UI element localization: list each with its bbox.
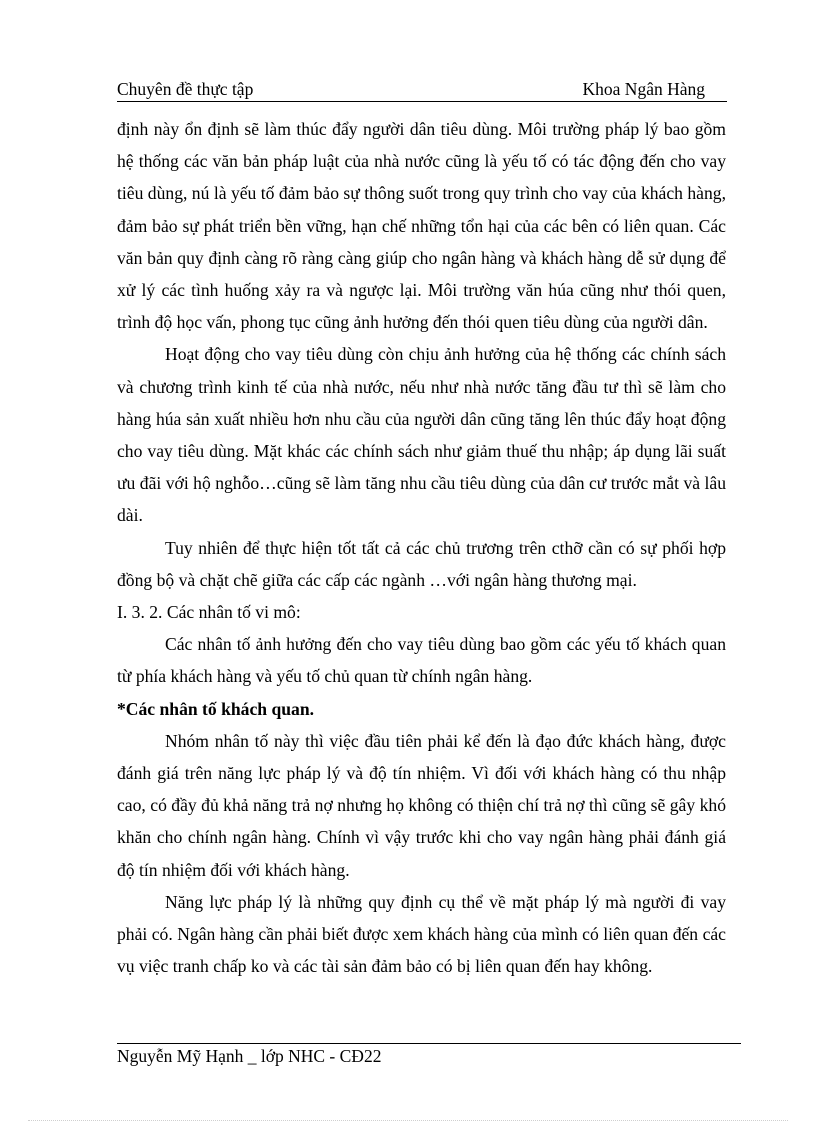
document-body: [117, 113, 726, 982]
paragraph: định này ổn định sẽ làm thúc đẩy người dân tiêu dùng. Môi trường pháp lý bao gồm hệ thống các văn bản pháp luật của nhà nước cũng là yếu tố có tác động đến cho vay tiêu dùng, nú là yếu tố đảm bảo sự thông suốt trong quy trình cho vay của khách hàng, đảm bảo sự phát triển bền vững, hạn chế những tổn hại của các bên có liên quan. Các văn bản quy định càng rõ ràng càng giúp cho ngân hàng và khách hàng dễ sử dụng để xử lý các tình huống xảy ra và ngược lại. Môi trường văn húa cũng như thói quen, trình độ học vấn, phong tục cũng ảnh hưởng đến thói quen tiêu dùng của người dân.: [117, 119, 726, 333]
header-left-title: Chuyên đề thực tập: [117, 79, 254, 99]
paragraph: Hoạt động cho vay tiêu dùng còn chịu ảnh hưởng của hệ thống các chính sách và chương trình kinh tế của nhà nước, nếu như nhà nước tăng đầu tư thì sẽ làm cho hàng húa sản xuất nhiều hơn nhu cầu của người dân cũng tăng lên thúc đẩy hoạt động cho vay tiêu dùng. Mặt khác các chính sách như giảm thuế thu nhập; áp dụng lãi suất ưu đãi với hộ nghỗo…cũng sẽ làm tăng nhu cầu tiêu dùng của dân cư trước mắt và lâu dài.: [117, 344, 726, 526]
page-header: [117, 78, 727, 100]
paragraph: Các nhân tố ảnh hưởng đến cho vay tiêu dùng bao gồm các yếu tố khách quan từ phía khách hàng và yếu tố chủ quan từ chính ngân hàng.: [117, 634, 726, 687]
header-divider: [117, 101, 727, 102]
page-edge-divider: [28, 1120, 788, 1121]
paragraph: Nhóm nhân tố này thì việc đầu tiên phải kể đến là đạo đức khách hàng, được đánh giá trên năng lực pháp lý và độ tín nhiệm. Vì đối với khách hàng có thu nhập cao, có đầy đủ khả năng trả nợ nhưng họ không có thiện chí trả nợ thì cũng sẽ gây khó khăn cho chính ngân hàng. Chính vì vậy trước khi cho vay ngân hàng phải đánh giá độ tín nhiệm đối với khách hàng.: [117, 730, 726, 880]
paragraph: Tuy nhiên để thực hiện tốt tất cả các chủ trương trên cthỡ cần có sự phối hợp đồng bộ và chặt chẽ giữa các cấp các ngành …với ngân hàng thương mại.: [117, 537, 726, 590]
section-heading: I. 3. 2. Các nhân tố vi mô:: [117, 602, 301, 623]
paragraph: Năng lực pháp lý là những quy định cụ thể về mặt pháp lý mà người đi vay phải có. Ngân hàng cần phải biết được xem khách hàng của mình có liên quan đến các vụ việc tranh chấp ko và các tài sản đảm bảo có bị liên quan đến hay không.: [117, 891, 726, 977]
page-footer: Nguyễn Mỹ Hạnh _ lớp NHC - CĐ22: [117, 1046, 382, 1066]
subsection-heading: *Các nhân tố khách quan.: [117, 698, 315, 719]
header-right-title: Khoa Ngân Hàng: [582, 79, 705, 99]
